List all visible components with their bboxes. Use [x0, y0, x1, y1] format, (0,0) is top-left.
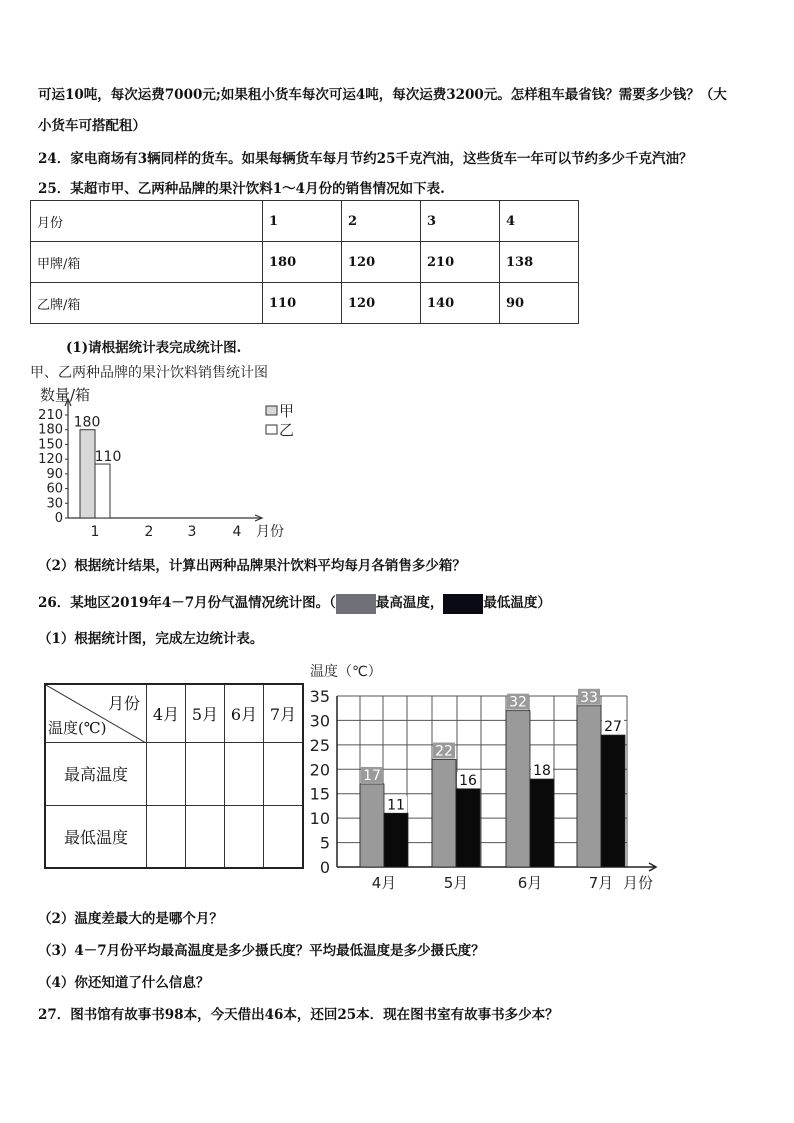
- table-cell: 110: [263, 283, 342, 324]
- q26-part4: （4）你还知道了什么信息？: [38, 975, 210, 991]
- table-header-cell: 5月: [186, 684, 225, 742]
- table-cell[interactable]: [264, 805, 304, 868]
- y-tick-label: 120: [38, 452, 63, 468]
- y-tick-label: 90: [46, 466, 63, 482]
- table-cell: 180: [263, 242, 342, 283]
- q27-text: 27．图书馆有故事书98本，今天借出46本，还回25本．现在图书室有故事书多少本？: [38, 1007, 559, 1023]
- y-tick-label: 5: [319, 833, 330, 853]
- data-label: 110: [94, 449, 122, 466]
- sales-table: [30, 200, 579, 324]
- q24-text: 24．家电商场有3辆同样的货车。如果每辆货车每月节约25千克汽油，这些货车一年可以节约多少千克汽油？: [38, 151, 693, 167]
- table-cell: 月份: [31, 201, 263, 242]
- data-label: 27: [604, 719, 622, 736]
- y-axis-label: 温度（℃）: [310, 664, 382, 680]
- y-axis-label: 数量/箱: [40, 386, 91, 404]
- x-tick-label: 7月: [588, 874, 614, 892]
- bar: [360, 784, 384, 867]
- table-header-cell: 6月: [225, 684, 264, 742]
- q23-text-line2: 小货车可搭配租）: [38, 118, 146, 134]
- data-label: 32: [509, 694, 527, 711]
- y-tick-label: 0: [54, 511, 63, 526]
- x-axis-label: 月份: [256, 524, 284, 540]
- data-label: 18: [533, 763, 551, 780]
- x-tick-label: 2: [144, 524, 154, 540]
- y-tick-label: 0: [319, 858, 330, 877]
- temperature-chart: [300, 656, 670, 896]
- table-cell[interactable]: [264, 742, 304, 805]
- legend-swatch: [266, 425, 277, 434]
- y-tick-label: 35: [309, 687, 330, 706]
- data-label: 11: [387, 797, 405, 814]
- temperature-table: [44, 683, 304, 869]
- x-tick-label: 5月: [443, 874, 469, 892]
- legend-label: 乙: [279, 421, 295, 439]
- q25-part1: (1)请根据统计表完成统计图.: [66, 340, 242, 356]
- legend-low-label: 最低温度）: [483, 595, 551, 611]
- table-row-label: 最低温度: [45, 805, 147, 868]
- bar: [95, 464, 110, 518]
- table-cell: 乙牌/箱: [31, 283, 263, 324]
- data-label: 22: [435, 743, 453, 760]
- x-axis-label: 月份: [622, 874, 654, 892]
- legend-swatch: [266, 406, 277, 415]
- bar: [577, 706, 601, 867]
- bar: [384, 813, 408, 867]
- q26-part3: （3）4－7月份平均最高温度是多少摄氏度？平均最低温度是多少摄氏度？: [38, 943, 485, 959]
- table-cell: 3: [421, 201, 500, 242]
- table-cell[interactable]: [147, 805, 186, 868]
- data-label: 33: [580, 689, 598, 706]
- table-cell[interactable]: [147, 742, 186, 805]
- q25-text: 25．某超市甲、乙两种品牌的果汁饮料1～4月份的销售情况如下表.: [38, 181, 445, 197]
- bar: [601, 735, 625, 867]
- table-row: [31, 201, 579, 242]
- q26-part2: （2）温度差最大的是哪个月？: [38, 911, 223, 927]
- bar: [80, 430, 95, 518]
- y-tick-label: 15: [309, 784, 330, 804]
- table-corner-cell: [45, 684, 147, 742]
- q23-text-line1: 可运10吨，每次运费7000元;如果租小货车每次可运4吨，每次运费3200元。怎样租车最省钱？需要多少钱？（大: [38, 87, 727, 103]
- legend-high-label: 最高温度，: [375, 595, 444, 611]
- x-tick-label: 3: [187, 524, 197, 540]
- bar: [506, 711, 530, 867]
- table-cell: 1: [263, 201, 342, 242]
- y-tick-label: 180: [38, 422, 63, 438]
- chart-title: 甲、乙两种品牌的果汁饮料销售统计图: [30, 365, 268, 381]
- table-row: [31, 283, 579, 324]
- table-cell: 138: [500, 242, 579, 283]
- table-cell[interactable]: [186, 805, 225, 868]
- x-tick-label: 6月: [517, 874, 543, 892]
- y-tick-label: 30: [309, 711, 330, 731]
- table-row-label: 最高温度: [45, 742, 147, 805]
- table-row: [45, 684, 303, 742]
- table-row: [31, 242, 579, 283]
- q26-title-text: 26．某地区2019年4－7月份气温情况统计图。（: [38, 595, 336, 611]
- corner-month-label: 月份: [107, 694, 140, 713]
- table-cell[interactable]: [225, 805, 264, 868]
- q26-part1: （1）根据统计图，完成左边统计表。: [38, 631, 264, 647]
- y-tick-label: 30: [46, 496, 63, 512]
- legend-label: 甲: [279, 402, 295, 420]
- table-cell: 甲牌/箱: [31, 242, 263, 283]
- table-header-cell: 4月: [147, 684, 186, 742]
- table-cell[interactable]: [225, 742, 264, 805]
- bar: [432, 760, 456, 867]
- data-label: 180: [73, 414, 101, 431]
- table-row: [45, 805, 303, 868]
- table-header-cell: 7月: [264, 684, 304, 742]
- x-tick-label: 4: [232, 524, 242, 540]
- y-tick-label: 10: [309, 809, 330, 829]
- legend-low-swatch: [443, 594, 483, 614]
- table-row: [45, 742, 303, 805]
- y-tick-label: 150: [38, 437, 63, 453]
- data-label: 17: [363, 767, 381, 784]
- y-tick-label: 25: [309, 735, 330, 755]
- x-tick-label: 4月: [371, 874, 397, 892]
- table-cell: 210: [421, 242, 500, 283]
- x-tick-label: 1: [90, 524, 100, 540]
- bar: [530, 779, 554, 867]
- table-cell: 2: [342, 201, 421, 242]
- table-cell[interactable]: [186, 742, 225, 805]
- table-cell: 120: [342, 283, 421, 324]
- data-label: 16: [459, 772, 477, 789]
- q26-title: [38, 591, 551, 614]
- corner-temp-label: 温度(℃): [48, 718, 107, 737]
- y-tick-label: 210: [38, 408, 63, 423]
- legend-high-swatch: [336, 594, 376, 614]
- table-cell: 4: [500, 201, 579, 242]
- q25-part2: （2）根据统计结果，计算出两种品牌果汁饮料平均每月各销售多少箱？: [38, 558, 466, 574]
- y-tick-label: 60: [46, 481, 63, 497]
- y-tick-label: 20: [309, 760, 330, 780]
- table-cell: 140: [421, 283, 500, 324]
- bar: [456, 789, 480, 867]
- table-cell: 120: [342, 242, 421, 283]
- juice-sales-chart: [30, 358, 310, 543]
- table-cell: 90: [500, 283, 579, 324]
